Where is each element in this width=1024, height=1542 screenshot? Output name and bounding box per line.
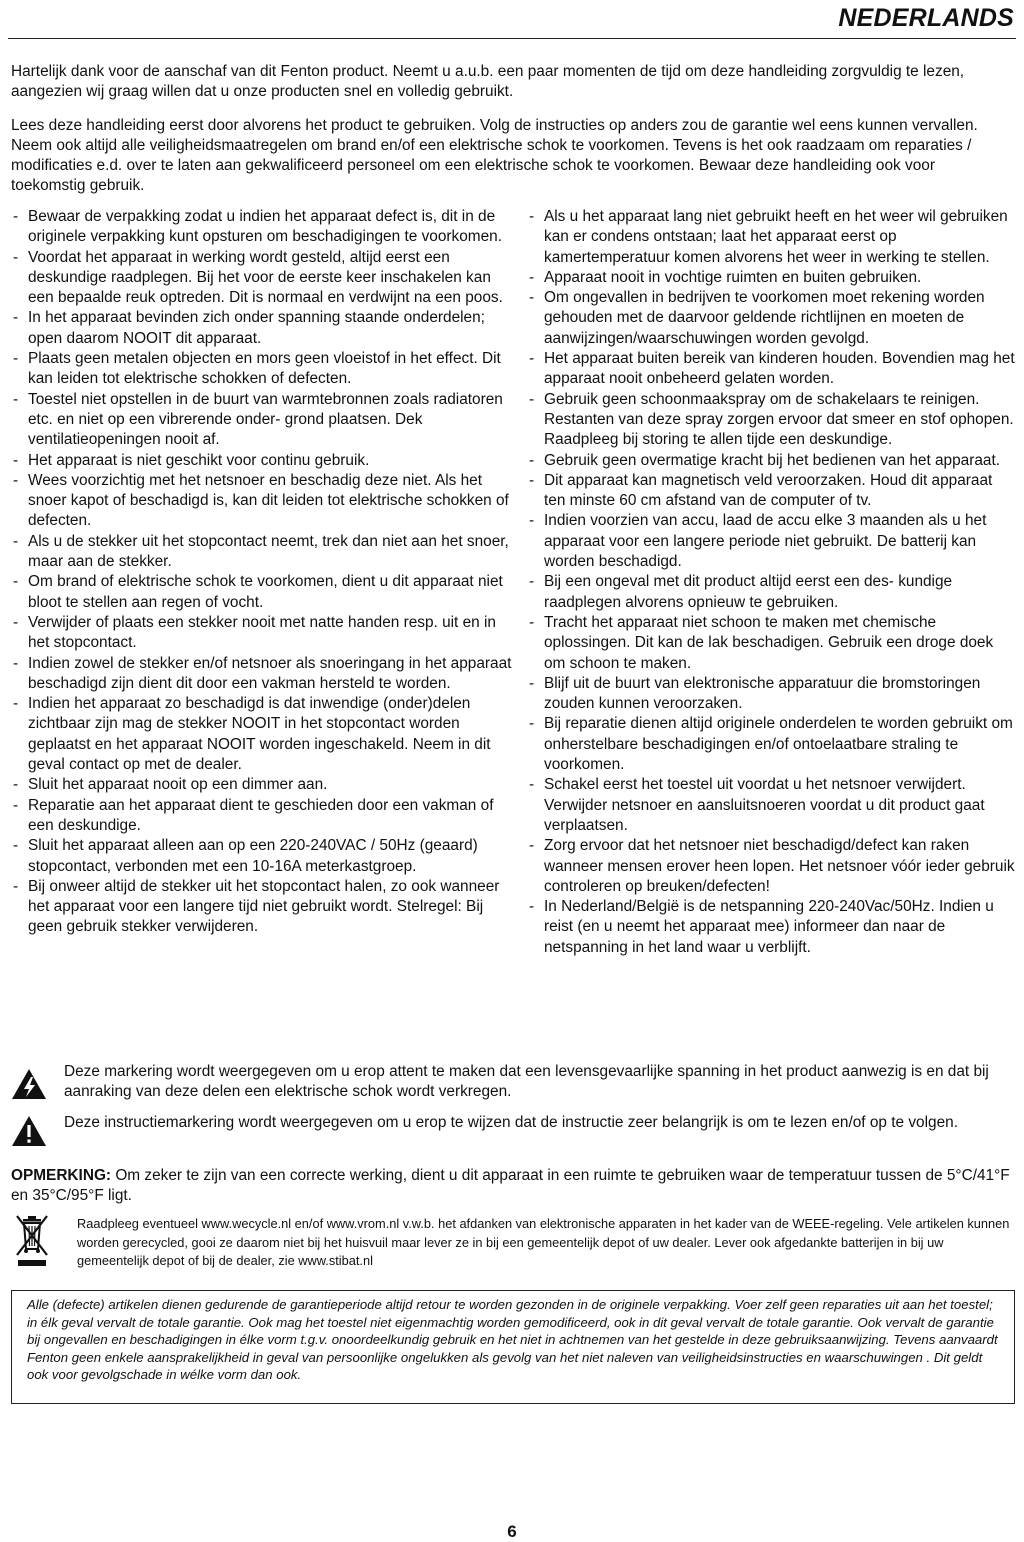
list-item: - Om brand of elektrische schok te voorkomen, dient u dit apparaat niet bloot te stellen aan regen of vocht. <box>11 572 513 613</box>
list-item: - Als u de stekker uit het stopcontact neemt, trek dan niet aan het snoer, maar aan de stekker. <box>11 532 513 573</box>
list-item: - Om ongevallen in bedrijven te voorkomen moet rekening worden gehouden met de daarvoor geldende richtlijnen en moeten de aanwijzingen/waarschuwingen worden gevolgd. <box>527 288 1015 349</box>
exclamation-warning-icon <box>11 1115 47 1147</box>
list-item: - Apparaat nooit in vochtige ruimten en buiten gebruiken. <box>527 268 1015 288</box>
lightning-warning-icon <box>11 1068 47 1100</box>
list-item: - Toestel niet opstellen in de buurt van warmtebronnen zoals radiatoren etc. en niet op een vibrerende onder- grond plaatsen. Dek ventilatieopeningen nooit af. <box>11 390 513 451</box>
list-item: - Indien zowel de stekker en/of netsnoer als snoeringang in het apparaat beschadigd zijn dient dit door een vakman hersteld te worden. <box>11 654 513 695</box>
list-item: - Indien het apparaat zo beschadigd is dat inwendige (onder)delen zichtbaar zijn mag de stekker NOOIT in het stopcontact worden geplaatst en het apparaat NOOIT worden ingeschakeld. Neem in dit geval contact op met de dealer. <box>11 694 513 775</box>
page-title: NEDERLANDS <box>838 4 1014 32</box>
safety-list-right <box>527 207 1015 958</box>
list-item: - Het apparaat is niet geschikt voor continu gebruik. <box>11 451 513 471</box>
list-item: - Voordat het apparaat in werking wordt gesteld, altijd eerst een deskundige raadplegen. Bij het voor de eerste keer inschakelen kan een bepaalde reuk optreden. Dit is normaal en verdwijnt na een poos. <box>11 248 513 309</box>
list-item: - Tracht het apparaat niet schoon te maken met chemische oplossingen. Dit kan de lak beschadigen. Gebruik een droge doek om schoon te maken. <box>527 613 1015 674</box>
temperature-note <box>11 1166 1011 1206</box>
list-item: - Plaats geen metalen objecten en mors geen vloeistof in het effect. Dit kan leiden tot elektrische schokken of defecten. <box>11 349 513 390</box>
list-item: - Reparatie aan het apparaat dient te geschieden door een vakman of een deskundige. <box>11 796 513 837</box>
list-item: - Zorg ervoor dat het netsnoer niet beschadigd/defect kan raken wanneer mensen erover heen lopen. Het netsnoer vóór ieder gebruik controleren op breuken/defecten! <box>527 836 1015 897</box>
crossed-bin-icon <box>14 1213 50 1269</box>
voltage-warning-text: Deze markering wordt weergegeven om u erop attent te maken dat een levensgevaarlijke spanning in het product aanwezig is en dat bij aanraking van deze delen een elektrische schok wordt verkregen. <box>64 1063 989 1100</box>
list-item: - Bij reparatie dienen altijd originele onderdelen te worden gebruikt om onherstelbare beschadigingen en/of ontoelaatbare straling te voorkomen. <box>527 714 1015 775</box>
page-number: 6 <box>507 1522 517 1541</box>
list-item: - Bewaar de verpakking zodat u indien het apparaat defect is, dit in de originele verpakking kunt opsturen om beschadigingen te voorkomen. <box>11 207 513 248</box>
safety-list-left <box>11 207 513 938</box>
list-item: - Schakel eerst het toestel uit voordat u het netsnoer verwijdert. Verwijder netsnoer en aansluitsnoeren voordat u dit product gaat verplaatsen. <box>527 775 1015 836</box>
list-item: - Verwijder of plaats een stekker nooit met natte handen resp. uit en in het stopcontact. <box>11 613 513 654</box>
instruction-warning-text: Deze instructiemarkering wordt weergegeven om u erop te wijzen dat de instructie zeer belangrijk is om te lezen en/of op te volgen. <box>64 1114 958 1131</box>
list-item: - Gebruik geen schoonmaakspray om de schakelaars te reinigen. Restanten van deze spray zorgen ervoor dat smeer en stof ophopen. Raadpleeg bij storing te allen tijde een deskundige. <box>527 390 1015 451</box>
list-item: - Wees voorzichtig met het netsnoer en beschadig deze niet. Als het snoer kapot of beschadigd is, kan dit leiden tot elektrische schokken of defecten. <box>11 471 513 532</box>
list-item: - In het apparaat bevinden zich onder spanning staande onderdelen; open daarom NOOIT dit apparaat. <box>11 308 513 349</box>
list-item: - Blijf uit de buurt van elektronische apparatuur die bromstoringen zouden kunnen veroorzaken. <box>527 674 1015 715</box>
intro-paragraph-read-first: Lees deze handleiding eerst door alvorens het product te gebruiken. Volg de instructies op anders zou de garantie wel eens kunnen vervallen. Neem ook altijd alle veiligheidsmaatregelen om brand en/of een elektrische schok te voorkomen. Tevens is het ook raadzaam om reparaties / modificaties e.d. over te laten aan gekwalificeerd personeel om een elektrische schok te voorkomen. Bewaar deze handleiding ook voor toekomstig gebruik. <box>11 117 978 194</box>
list-item: - Bij een ongeval met dit product altijd eerst een des- kundige raadplegen alvorens opnieuw te gebruiken. <box>527 572 1015 613</box>
list-item: - In Nederland/België is de netspanning 220-240Vac/50Hz. Indien u reist (en u neemt het apparaat mee) informeer dan naar de netspanning in het land waar u verblijft. <box>527 897 1015 958</box>
note-label: OPMERKING: <box>11 1167 112 1184</box>
weee-disposal-text: Raadpleeg eventueel www.wecycle.nl en/of www.vrom.nl v.w.b. het afdanken van elektronische apparaten in het kader van de WEEE-regeling. Vele artikelen kunnen worden gerecycled, gooi ze daarom niet bij het huisvuil maar lever ze in bij een gemeentelijk depot of uw dealer. Lever ook afgedankte batterijen in bij uw gemeentelijk depot of bij de dealer, zie www.stibat.nl <box>77 1216 1010 1268</box>
warranty-text: Alle (defecte) artikelen dienen gedurende de garantieperiode altijd retour te worden gezonden in de originele verpakking. Voer zelf geen reparaties uit aan het toestel; in élk geval vervalt de totale garantie. Ook mag het toestel niet eigenmachtig worden gemodificeerd, ook in dit geval vervalt de totale garantie. Ook vervalt de garantie bij ongevallen en beschadigingen in élke vorm t.g.v. onoordeelkundig gebruik en het niet in achtnemen van het gestelde in deze gebruiksaanwijzing. Tevens aanvaardt Fenton geen enkele aansprakelijkheid in geval van persoonlijke ongelukken als gevolg van het niet naleven van veiligheidsinstructies en waarschuwingen . Dit geldt ook voor gevolgschade in wélke vorm dan ook. <box>27 1297 998 1383</box>
intro-paragraph-thanks: Hartelijk dank voor de aanschaf van dit Fenton product. Neemt u a.u.b. een paar momenten de tijd om deze handleiding zorgvuldig te lezen, aangezien wij graag willen dat u onze producten snel en volledig gebruikt. <box>11 63 965 100</box>
list-item: - Dit apparaat kan magnetisch veld veroorzaken. Houd dit apparaat ten minste 60 cm afstand van de computer of tv. <box>527 471 1015 512</box>
list-item: - Als u het apparaat lang niet gebruikt heeft en het weer wil gebruiken kan er condens ontstaan; laat het apparaat eerst op kamertemperatuur komen alvorens het weer in werking te stellen. <box>527 207 1015 268</box>
list-item: - Indien voorzien van accu, laad de accu elke 3 maanden als u het apparaat voor een langere periode niet gebruikt. De batterij kan worden beschadigd. <box>527 511 1015 572</box>
list-item: - Gebruik geen overmatige kracht bij het bedienen van het apparaat. <box>527 451 1015 471</box>
note-text: Om zeker te zijn van een correcte werking, dient u dit apparaat in een ruimte te gebruiken waar de temperatuur tussen de 5°C/41°F en 35°C/95°F ligt. <box>11 1167 1010 1204</box>
list-item: - Het apparaat buiten bereik van kinderen houden. Bovendien mag het apparaat nooit onbeheerd gelaten worden. <box>527 349 1015 390</box>
list-item: - Bij onweer altijd de stekker uit het stopcontact halen, zo ook wanneer het apparaat voor een langere tijd niet gebruikt wordt. Stelregel: Bij geen gebruik stekker verwijderen. <box>11 877 513 938</box>
list-item: - Sluit het apparaat alleen aan op een 220-240VAC / 50Hz (geaard) stopcontact, verbonden met een 10-16A meterkastgroep. <box>11 836 513 877</box>
header-divider <box>8 38 1016 39</box>
warranty-notice-box <box>11 1290 1015 1404</box>
list-item: - Sluit het apparaat nooit op een dimmer aan. <box>11 775 513 795</box>
